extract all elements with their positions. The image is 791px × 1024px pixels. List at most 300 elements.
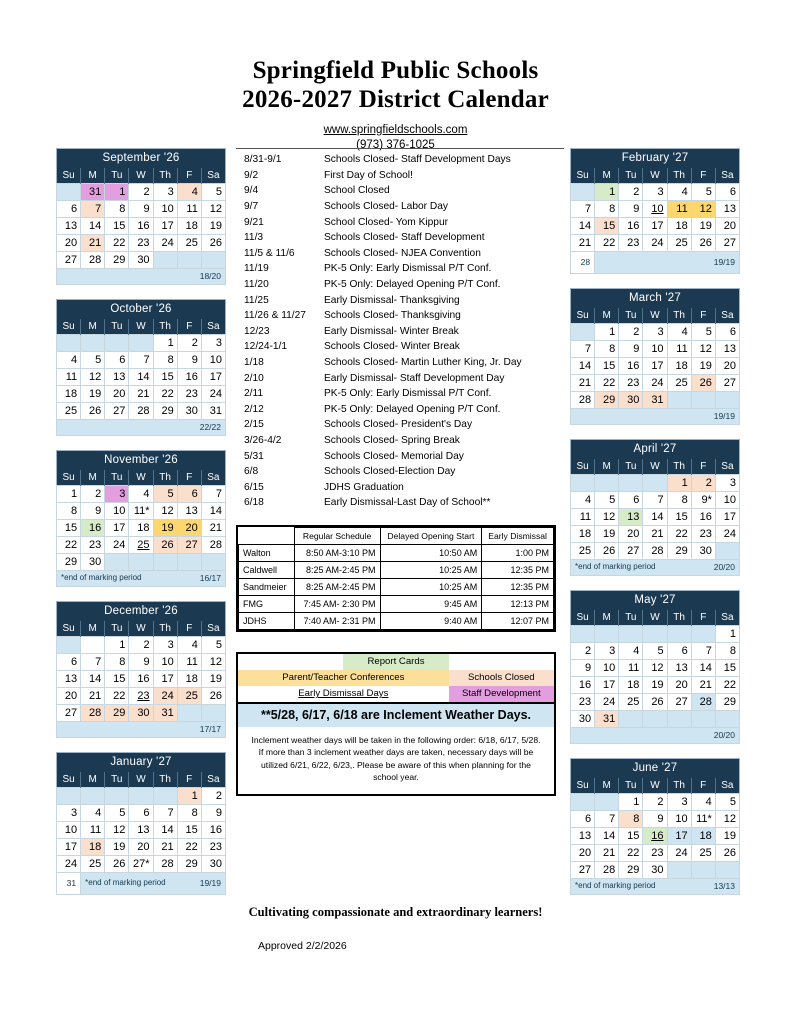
- day-cell[interactable]: 23: [201, 839, 225, 856]
- day-cell[interactable]: 13: [177, 503, 201, 520]
- day-cell[interactable]: 14: [691, 660, 715, 677]
- day-cell[interactable]: 26: [153, 537, 177, 554]
- day-cell[interactable]: 31: [57, 873, 81, 895]
- day-cell[interactable]: 25: [571, 543, 595, 560]
- day-cell[interactable]: 13: [715, 341, 739, 358]
- day-cell[interactable]: 23: [129, 235, 153, 252]
- day-cell[interactable]: 9: [201, 805, 225, 822]
- day-cell[interactable]: 1: [177, 788, 201, 805]
- day-cell[interactable]: 7: [571, 341, 595, 358]
- day-cell[interactable]: 28: [571, 252, 595, 274]
- day-cell[interactable]: 5: [105, 805, 129, 822]
- day-cell[interactable]: 5: [81, 352, 105, 369]
- day-cell[interactable]: 14: [571, 358, 595, 375]
- day-cell[interactable]: 28: [595, 862, 619, 879]
- day-cell[interactable]: 16: [201, 822, 225, 839]
- day-cell[interactable]: 26: [691, 235, 715, 252]
- day-cell[interactable]: 3: [715, 475, 739, 492]
- day-cell[interactable]: 19: [595, 526, 619, 543]
- day-cell[interactable]: 13: [129, 822, 153, 839]
- day-cell[interactable]: 25: [691, 845, 715, 862]
- day-cell[interactable]: 5: [153, 486, 177, 503]
- day-cell[interactable]: 31: [643, 392, 667, 409]
- day-cell[interactable]: 8: [667, 492, 691, 509]
- day-cell[interactable]: 8: [57, 503, 81, 520]
- day-cell[interactable]: 8: [619, 811, 643, 828]
- day-cell[interactable]: 9: [619, 201, 643, 218]
- day-cell[interactable]: 6: [105, 352, 129, 369]
- day-cell[interactable]: 17: [201, 369, 225, 386]
- day-cell[interactable]: 25: [177, 235, 201, 252]
- day-cell[interactable]: 1: [105, 184, 129, 201]
- day-cell[interactable]: 2: [691, 475, 715, 492]
- day-cell[interactable]: 18: [571, 526, 595, 543]
- day-cell[interactable]: 8: [105, 201, 129, 218]
- day-cell[interactable]: 27: [619, 543, 643, 560]
- day-cell[interactable]: 5: [201, 637, 225, 654]
- day-cell[interactable]: 16: [129, 671, 153, 688]
- day-cell[interactable]: 8: [105, 654, 129, 671]
- day-cell[interactable]: 26: [643, 694, 667, 711]
- day-cell[interactable]: 21: [643, 526, 667, 543]
- day-cell[interactable]: 26: [201, 235, 225, 252]
- day-cell[interactable]: 17: [105, 520, 129, 537]
- day-cell[interactable]: 12: [691, 341, 715, 358]
- day-cell[interactable]: 19: [691, 218, 715, 235]
- day-cell[interactable]: 25: [177, 688, 201, 705]
- day-cell[interactable]: 17: [595, 677, 619, 694]
- day-cell[interactable]: 7: [153, 805, 177, 822]
- day-cell[interactable]: 9: [643, 811, 667, 828]
- day-cell[interactable]: 25: [667, 375, 691, 392]
- day-cell[interactable]: 2: [619, 324, 643, 341]
- day-cell[interactable]: 29: [619, 862, 643, 879]
- day-cell[interactable]: 27: [57, 252, 81, 269]
- day-cell[interactable]: 15: [595, 218, 619, 235]
- day-cell[interactable]: 14: [201, 503, 225, 520]
- day-cell[interactable]: 4: [691, 794, 715, 811]
- day-cell[interactable]: 21: [81, 235, 105, 252]
- day-cell[interactable]: 24: [153, 235, 177, 252]
- day-cell[interactable]: 19: [643, 677, 667, 694]
- day-cell[interactable]: 2: [571, 643, 595, 660]
- day-cell[interactable]: 18: [57, 386, 81, 403]
- day-cell[interactable]: 20: [715, 218, 739, 235]
- day-cell[interactable]: 3: [57, 805, 81, 822]
- day-cell[interactable]: 29: [667, 543, 691, 560]
- day-cell[interactable]: 11*: [129, 503, 153, 520]
- day-cell[interactable]: 19: [105, 839, 129, 856]
- day-cell[interactable]: 22: [57, 537, 81, 554]
- day-cell[interactable]: 20: [177, 520, 201, 537]
- day-cell[interactable]: 21: [571, 375, 595, 392]
- day-cell[interactable]: 26: [201, 688, 225, 705]
- day-cell[interactable]: 14: [129, 369, 153, 386]
- day-cell[interactable]: 19: [201, 218, 225, 235]
- day-cell[interactable]: 22: [715, 677, 739, 694]
- day-cell[interactable]: 31: [595, 711, 619, 728]
- day-cell[interactable]: 13: [619, 509, 643, 526]
- day-cell[interactable]: 28: [81, 252, 105, 269]
- day-cell[interactable]: 25: [57, 403, 81, 420]
- day-cell[interactable]: 1: [619, 794, 643, 811]
- day-cell[interactable]: 13: [105, 369, 129, 386]
- day-cell[interactable]: 10: [153, 201, 177, 218]
- day-cell[interactable]: 3: [105, 486, 129, 503]
- day-cell[interactable]: 24: [153, 688, 177, 705]
- day-cell[interactable]: 16: [643, 828, 667, 845]
- day-cell[interactable]: 24: [643, 375, 667, 392]
- day-cell[interactable]: 7: [643, 492, 667, 509]
- day-cell[interactable]: 1: [715, 626, 739, 643]
- day-cell[interactable]: 21: [571, 235, 595, 252]
- day-cell[interactable]: 13: [57, 671, 81, 688]
- day-cell[interactable]: 9: [571, 660, 595, 677]
- day-cell[interactable]: 24: [201, 386, 225, 403]
- day-cell[interactable]: 7: [691, 643, 715, 660]
- day-cell[interactable]: 24: [643, 235, 667, 252]
- day-cell[interactable]: 22: [105, 688, 129, 705]
- day-cell[interactable]: 16: [619, 218, 643, 235]
- day-cell[interactable]: 15: [153, 369, 177, 386]
- day-cell[interactable]: 28: [201, 537, 225, 554]
- day-cell[interactable]: 24: [667, 845, 691, 862]
- day-cell[interactable]: 16: [177, 369, 201, 386]
- day-cell[interactable]: 2: [177, 335, 201, 352]
- day-cell[interactable]: 13: [715, 201, 739, 218]
- day-cell[interactable]: 29: [595, 392, 619, 409]
- day-cell[interactable]: 1: [105, 637, 129, 654]
- day-cell[interactable]: 23: [177, 386, 201, 403]
- day-cell[interactable]: 18: [619, 677, 643, 694]
- day-cell[interactable]: 29: [153, 403, 177, 420]
- day-cell[interactable]: 3: [667, 794, 691, 811]
- day-cell[interactable]: 6: [57, 201, 81, 218]
- day-cell[interactable]: 5: [691, 324, 715, 341]
- day-cell[interactable]: 27: [667, 694, 691, 711]
- day-cell[interactable]: 4: [129, 486, 153, 503]
- day-cell[interactable]: 22: [177, 839, 201, 856]
- day-cell[interactable]: 11: [177, 654, 201, 671]
- day-cell[interactable]: 12: [595, 509, 619, 526]
- day-cell[interactable]: 23: [619, 235, 643, 252]
- day-cell[interactable]: 11: [619, 660, 643, 677]
- day-cell[interactable]: 3: [643, 184, 667, 201]
- day-cell[interactable]: 16: [619, 358, 643, 375]
- day-cell[interactable]: 20: [619, 526, 643, 543]
- day-cell[interactable]: 15: [667, 509, 691, 526]
- day-cell[interactable]: 20: [57, 688, 81, 705]
- day-cell[interactable]: 29: [177, 856, 201, 873]
- day-cell[interactable]: 5: [715, 794, 739, 811]
- day-cell[interactable]: 14: [81, 671, 105, 688]
- day-cell[interactable]: 23: [643, 845, 667, 862]
- day-cell[interactable]: 6: [667, 643, 691, 660]
- day-cell[interactable]: 28: [643, 543, 667, 560]
- day-cell[interactable]: 18: [691, 828, 715, 845]
- day-cell[interactable]: 19: [153, 520, 177, 537]
- day-cell[interactable]: 13: [571, 828, 595, 845]
- day-cell[interactable]: 22: [595, 375, 619, 392]
- day-cell[interactable]: 9: [129, 654, 153, 671]
- day-cell[interactable]: 15: [619, 828, 643, 845]
- day-cell[interactable]: 21: [153, 839, 177, 856]
- day-cell[interactable]: 15: [177, 822, 201, 839]
- day-cell[interactable]: 19: [81, 386, 105, 403]
- day-cell[interactable]: 12: [153, 503, 177, 520]
- day-cell[interactable]: 25: [667, 235, 691, 252]
- day-cell[interactable]: 17: [667, 828, 691, 845]
- day-cell[interactable]: 17: [153, 671, 177, 688]
- day-cell[interactable]: 1: [595, 324, 619, 341]
- day-cell[interactable]: 17: [715, 509, 739, 526]
- day-cell[interactable]: 6: [129, 805, 153, 822]
- day-cell[interactable]: 14: [81, 218, 105, 235]
- day-cell[interactable]: 2: [129, 184, 153, 201]
- day-cell[interactable]: 8: [153, 352, 177, 369]
- day-cell[interactable]: 2: [619, 184, 643, 201]
- day-cell[interactable]: 10: [715, 492, 739, 509]
- day-cell[interactable]: 31: [201, 403, 225, 420]
- day-cell[interactable]: 7: [81, 654, 105, 671]
- day-cell[interactable]: 15: [715, 660, 739, 677]
- day-cell[interactable]: 14: [153, 822, 177, 839]
- day-cell[interactable]: 12: [643, 660, 667, 677]
- day-cell[interactable]: 12: [81, 369, 105, 386]
- day-cell[interactable]: 7: [129, 352, 153, 369]
- day-cell[interactable]: 12: [201, 201, 225, 218]
- day-cell[interactable]: 1: [667, 475, 691, 492]
- day-cell[interactable]: 18: [667, 218, 691, 235]
- day-cell[interactable]: 10: [105, 503, 129, 520]
- day-cell[interactable]: 18: [177, 218, 201, 235]
- day-cell[interactable]: 4: [177, 184, 201, 201]
- day-cell[interactable]: 10: [667, 811, 691, 828]
- day-cell[interactable]: 21: [691, 677, 715, 694]
- day-cell[interactable]: 10: [153, 654, 177, 671]
- day-cell[interactable]: 8: [715, 643, 739, 660]
- day-cell[interactable]: 9: [129, 201, 153, 218]
- day-cell[interactable]: 6: [571, 811, 595, 828]
- day-cell[interactable]: 11: [177, 201, 201, 218]
- day-cell[interactable]: 22: [667, 526, 691, 543]
- day-cell[interactable]: 21: [129, 386, 153, 403]
- day-cell[interactable]: 6: [57, 654, 81, 671]
- day-cell[interactable]: 31: [81, 184, 105, 201]
- day-cell[interactable]: 25: [81, 856, 105, 873]
- day-cell[interactable]: 10: [57, 822, 81, 839]
- day-cell[interactable]: 29: [105, 252, 129, 269]
- day-cell[interactable]: 26: [105, 856, 129, 873]
- day-cell[interactable]: 18: [667, 358, 691, 375]
- day-cell[interactable]: 19: [691, 358, 715, 375]
- day-cell[interactable]: 28: [129, 403, 153, 420]
- day-cell[interactable]: 28: [571, 392, 595, 409]
- day-cell[interactable]: 13: [57, 218, 81, 235]
- day-cell[interactable]: 2: [81, 486, 105, 503]
- day-cell[interactable]: 20: [57, 235, 81, 252]
- day-cell[interactable]: 5: [643, 643, 667, 660]
- day-cell[interactable]: 7: [81, 201, 105, 218]
- day-cell[interactable]: 28: [691, 694, 715, 711]
- day-cell[interactable]: 10: [643, 341, 667, 358]
- day-cell[interactable]: 10: [595, 660, 619, 677]
- day-cell[interactable]: 8: [177, 805, 201, 822]
- day-cell[interactable]: 22: [619, 845, 643, 862]
- day-cell[interactable]: 29: [57, 554, 81, 571]
- day-cell[interactable]: 28: [81, 705, 105, 722]
- day-cell[interactable]: 11: [57, 369, 81, 386]
- day-cell[interactable]: 9*: [691, 492, 715, 509]
- day-cell[interactable]: 16: [571, 677, 595, 694]
- day-cell[interactable]: 4: [667, 184, 691, 201]
- day-cell[interactable]: 1: [595, 184, 619, 201]
- day-cell[interactable]: 10: [201, 352, 225, 369]
- day-cell[interactable]: 8: [595, 201, 619, 218]
- day-cell[interactable]: 11: [571, 509, 595, 526]
- day-cell[interactable]: 22: [105, 235, 129, 252]
- day-cell[interactable]: 19: [715, 828, 739, 845]
- day-cell[interactable]: 27: [105, 403, 129, 420]
- day-cell[interactable]: 19: [201, 671, 225, 688]
- day-cell[interactable]: 21: [595, 845, 619, 862]
- day-cell[interactable]: 20: [715, 358, 739, 375]
- day-cell[interactable]: 4: [177, 637, 201, 654]
- day-cell[interactable]: 4: [81, 805, 105, 822]
- day-cell[interactable]: 21: [81, 688, 105, 705]
- day-cell[interactable]: 1: [153, 335, 177, 352]
- day-cell[interactable]: 23: [691, 526, 715, 543]
- day-cell[interactable]: 5: [595, 492, 619, 509]
- day-cell[interactable]: 30: [201, 856, 225, 873]
- day-cell[interactable]: 4: [619, 643, 643, 660]
- day-cell[interactable]: 11: [81, 822, 105, 839]
- district-website-link[interactable]: www.springfieldschools.com: [323, 124, 468, 136]
- day-cell[interactable]: 1: [57, 486, 81, 503]
- day-cell[interactable]: 29: [105, 705, 129, 722]
- day-cell[interactable]: 30: [129, 705, 153, 722]
- day-cell[interactable]: 11: [667, 341, 691, 358]
- day-cell[interactable]: 23: [571, 694, 595, 711]
- day-cell[interactable]: 3: [643, 324, 667, 341]
- day-cell[interactable]: 24: [105, 537, 129, 554]
- day-cell[interactable]: 23: [81, 537, 105, 554]
- day-cell[interactable]: 15: [595, 358, 619, 375]
- day-cell[interactable]: 26: [691, 375, 715, 392]
- day-cell[interactable]: 22: [595, 235, 619, 252]
- day-cell[interactable]: 25: [129, 537, 153, 554]
- day-cell[interactable]: 30: [129, 252, 153, 269]
- day-cell[interactable]: 27: [177, 537, 201, 554]
- day-cell[interactable]: 27: [571, 862, 595, 879]
- day-cell[interactable]: 11*: [691, 811, 715, 828]
- day-cell[interactable]: 3: [595, 643, 619, 660]
- day-cell[interactable]: 30: [81, 554, 105, 571]
- day-cell[interactable]: 4: [571, 492, 595, 509]
- day-cell[interactable]: 29: [715, 694, 739, 711]
- day-cell[interactable]: 10: [643, 201, 667, 218]
- day-cell[interactable]: 18: [81, 839, 105, 856]
- day-cell[interactable]: 4: [57, 352, 81, 369]
- day-cell[interactable]: 15: [57, 520, 81, 537]
- day-cell[interactable]: 6: [715, 324, 739, 341]
- day-cell[interactable]: 20: [667, 677, 691, 694]
- day-cell[interactable]: 5: [201, 184, 225, 201]
- day-cell[interactable]: 24: [595, 694, 619, 711]
- day-cell[interactable]: 16: [81, 520, 105, 537]
- day-cell[interactable]: 2: [643, 794, 667, 811]
- day-cell[interactable]: 7: [595, 811, 619, 828]
- day-cell[interactable]: 15: [105, 671, 129, 688]
- day-cell[interactable]: 16: [129, 218, 153, 235]
- day-cell[interactable]: 5: [691, 184, 715, 201]
- day-cell[interactable]: 21: [201, 520, 225, 537]
- day-cell[interactable]: 24: [715, 526, 739, 543]
- day-cell[interactable]: 30: [619, 392, 643, 409]
- day-cell[interactable]: 31: [153, 705, 177, 722]
- day-cell[interactable]: [81, 637, 105, 654]
- day-cell[interactable]: 12: [201, 654, 225, 671]
- day-cell[interactable]: 26: [595, 543, 619, 560]
- day-cell[interactable]: 27: [715, 375, 739, 392]
- day-cell[interactable]: 11: [667, 201, 691, 218]
- day-cell[interactable]: 14: [643, 509, 667, 526]
- day-cell[interactable]: 7: [571, 201, 595, 218]
- day-cell[interactable]: 18: [177, 671, 201, 688]
- day-cell[interactable]: 2: [129, 637, 153, 654]
- day-cell[interactable]: 28: [153, 856, 177, 873]
- day-cell[interactable]: 6: [715, 184, 739, 201]
- day-cell[interactable]: 23: [129, 688, 153, 705]
- day-cell[interactable]: 24: [57, 856, 81, 873]
- day-cell[interactable]: 3: [201, 335, 225, 352]
- day-cell[interactable]: 9: [177, 352, 201, 369]
- day-cell[interactable]: 17: [643, 358, 667, 375]
- day-cell[interactable]: 12: [691, 201, 715, 218]
- day-cell[interactable]: 30: [691, 543, 715, 560]
- day-cell[interactable]: 9: [619, 341, 643, 358]
- day-cell[interactable]: 23: [619, 375, 643, 392]
- day-cell[interactable]: 25: [619, 694, 643, 711]
- day-cell[interactable]: 18: [129, 520, 153, 537]
- day-cell[interactable]: 17: [153, 218, 177, 235]
- day-cell[interactable]: 30: [571, 711, 595, 728]
- day-cell[interactable]: 9: [81, 503, 105, 520]
- day-cell[interactable]: 20: [571, 845, 595, 862]
- day-cell[interactable]: 14: [571, 218, 595, 235]
- day-cell[interactable]: 4: [667, 324, 691, 341]
- day-cell[interactable]: 17: [57, 839, 81, 856]
- day-cell[interactable]: 30: [177, 403, 201, 420]
- day-cell[interactable]: 8: [595, 341, 619, 358]
- day-cell[interactable]: 27: [715, 235, 739, 252]
- day-cell[interactable]: 13: [667, 660, 691, 677]
- day-cell[interactable]: 3: [153, 637, 177, 654]
- day-cell[interactable]: 27: [57, 705, 81, 722]
- day-cell[interactable]: 20: [105, 386, 129, 403]
- day-cell[interactable]: 7: [201, 486, 225, 503]
- day-cell[interactable]: 6: [177, 486, 201, 503]
- day-cell[interactable]: 12: [105, 822, 129, 839]
- day-cell[interactable]: 20: [129, 839, 153, 856]
- day-cell[interactable]: 16: [691, 509, 715, 526]
- day-cell[interactable]: 22: [153, 386, 177, 403]
- day-cell[interactable]: 12: [715, 811, 739, 828]
- day-cell[interactable]: 6: [619, 492, 643, 509]
- day-cell[interactable]: 14: [595, 828, 619, 845]
- day-cell[interactable]: 17: [643, 218, 667, 235]
- day-cell[interactable]: 26: [81, 403, 105, 420]
